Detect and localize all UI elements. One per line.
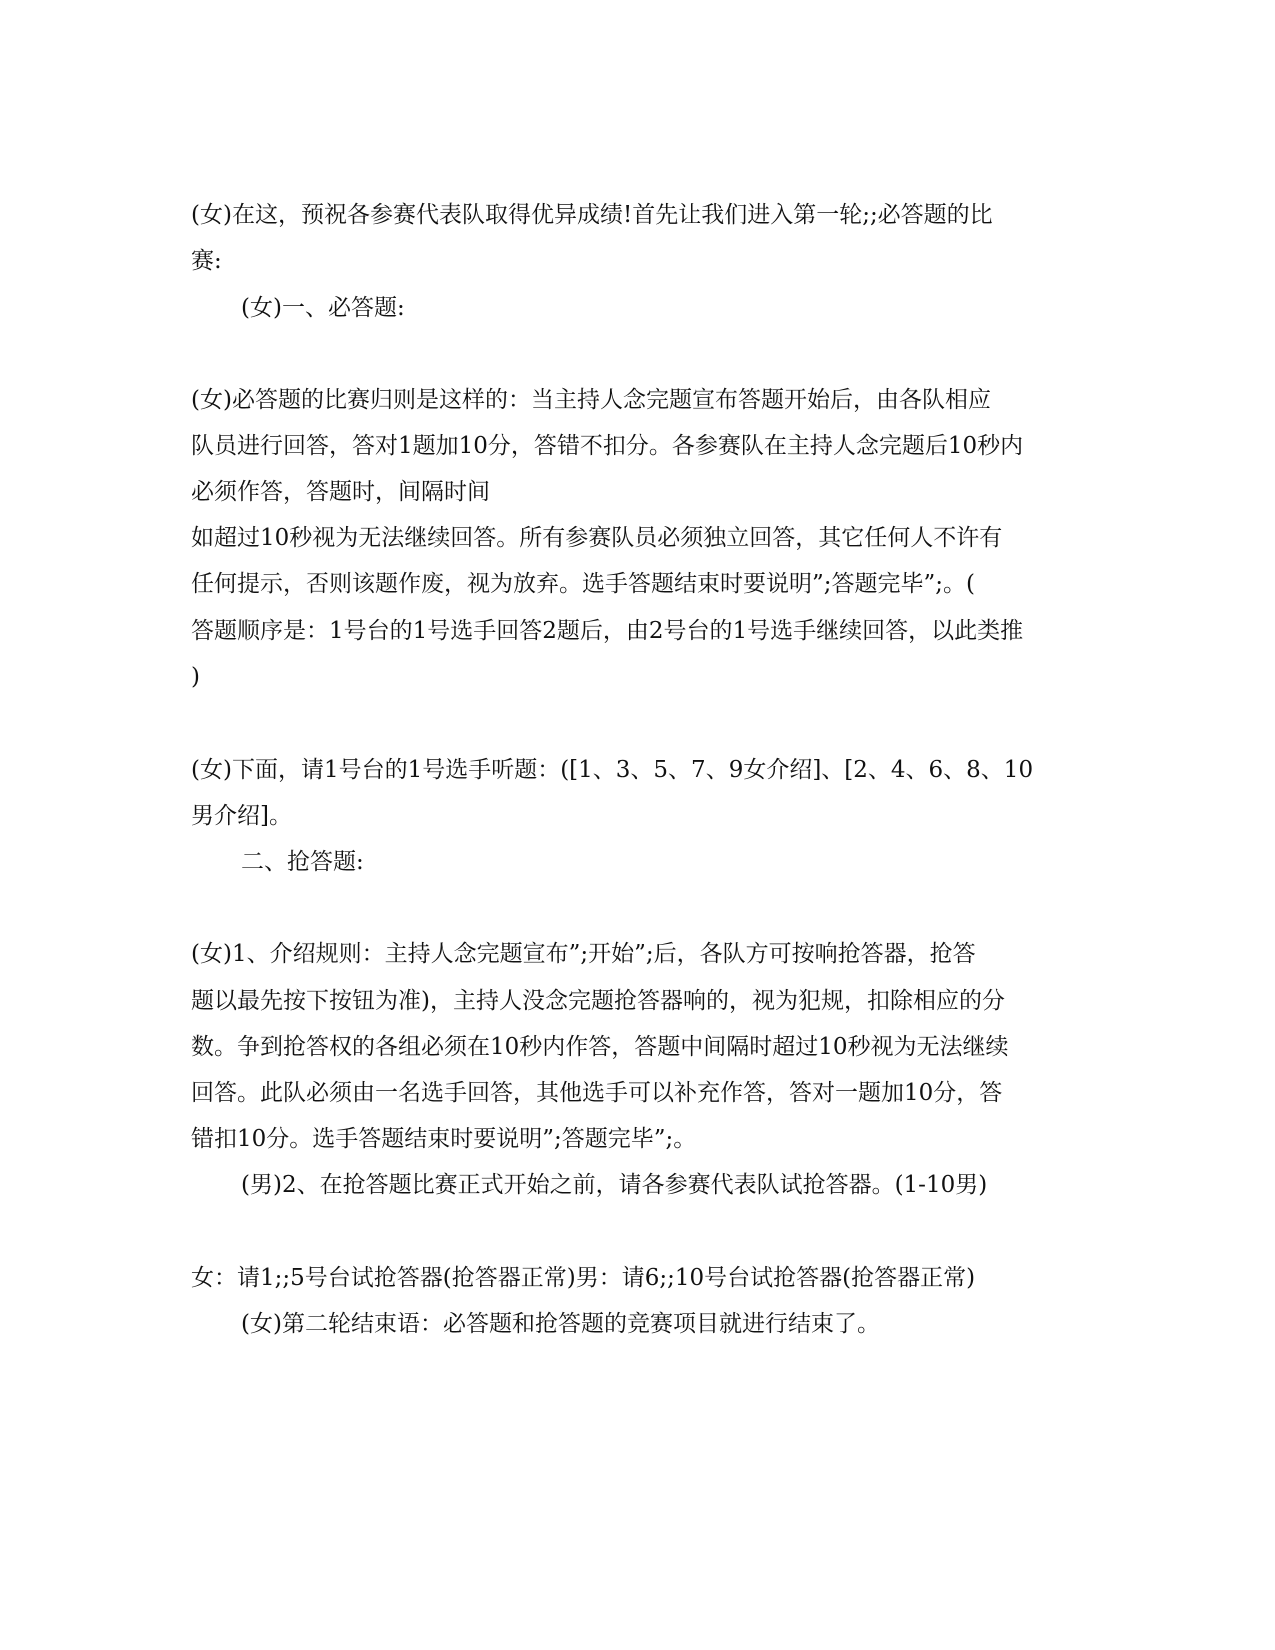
text-line: 如超过10秒视为无法继续回答。所有参赛队员必须独立回答，其它任何人不许有 [191,525,1003,551]
text-line: 赛: [191,248,222,274]
text-line: 队员进行回答，答对1题加10分，答错不扣分。各参赛队在主持人念完题后10秒内 [191,433,1024,459]
text-line: 回答。此队必须由一名选手回答，其他选手可以补充作答，答对一题加10分，答 [191,1080,1003,1106]
text-line: 错扣10分。选手答题结束时要说明”;答题完毕”;。 [191,1126,697,1152]
text-line: (女)第二轮结束语：必答题和抢答题的竞赛项目就进行结束了。 [241,1311,880,1337]
text-line: (女)在这，预祝各参赛代表队取得优异成绩!首先让我们进入第一轮;;必答题的比 [191,202,993,228]
section-heading: 二、抢答题: [241,849,364,875]
text-line: (女)下面，请1号台的1号选手听题：([1、3、5、7、9女介绍]、[2、4、6、8、10 [191,757,1034,783]
text-line: (女)1、介绍规则：主持人念完题宣布”;开始”;后，各队方可按响抢答器，抢答 [191,941,976,967]
text-line: (女)必答题的比赛归则是这样的：当主持人念完题宣布答题开始后，由各队相应 [191,387,991,413]
text-line: (男)2、在抢答题比赛正式开始之前，请各参赛代表队试抢答器。(1-10男) [241,1172,988,1198]
text-line: 必须作答，答题时，间隔时间 [191,479,490,505]
text-line: 男介绍]。 [191,803,292,829]
text-line: 答题顺序是：1号台的1号选手回答2题后，由2号台的1号选手继续回答，以此类推 [191,618,1024,644]
text-line: 任何提示，否则该题作废，视为放弃。选手答题结束时要说明”;答题完毕”;。( [191,571,975,597]
text-line: 题以最先按下按钮为准)，主持人没念完题抢答器响的，视为犯规，扣除相应的分 [191,988,1005,1014]
text-line: 数。争到抢答权的各组必须在10秒内作答，答题中间隔时超过10秒视为无法继续 [191,1034,1009,1060]
text-line: 女：请1;;5号台试抢答器(抢答器正常)男：请6;;10号台试抢答器(抢答器正常) [191,1265,976,1291]
text-line: ) [191,664,200,690]
section-heading: (女)一、必答题: [241,295,405,321]
